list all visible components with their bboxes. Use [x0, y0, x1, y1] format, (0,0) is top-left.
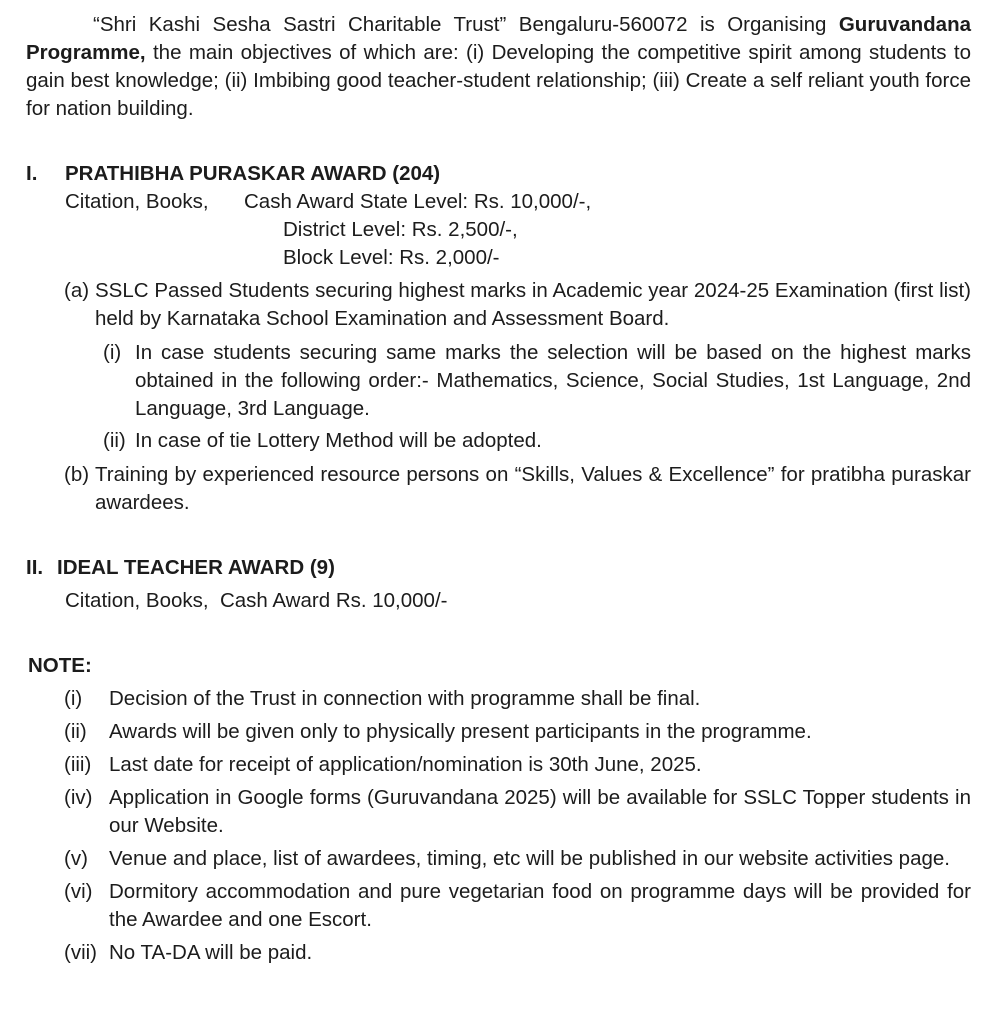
note-label: (ii)	[64, 720, 87, 743]
section-1-cash-district: District Level: Rs. 2,500/-,	[283, 218, 518, 241]
intro-programme-name: Guruvandana Programme,	[26, 13, 971, 64]
section-1-cash-state: Cash Award State Level: Rs. 10,000/-,	[244, 190, 592, 213]
item-a-text: SSLC Passed Students securing highest marks in Academic year 2024-25 Examination (first list) held by Karnataka School Examination and Assessment Board.	[95, 279, 971, 330]
subitem-i-text: In case students securing same marks the selection will be based on the highest marks obtained in the following order:- Mathematics, Science, Social Studies, 1st Language, 2nd Language, 3rd Language.	[135, 341, 971, 420]
subitem-ii-label: (ii)	[103, 429, 126, 452]
section-1-cash-block: Block Level: Rs. 2,000/-	[283, 246, 500, 269]
section-1-subitem-ii	[103, 427, 971, 455]
section-1-heading	[26, 160, 971, 188]
intro-paragraph	[26, 11, 971, 123]
note-label: (vi)	[64, 880, 93, 903]
note-item	[64, 878, 971, 934]
intro-objectives: the main objectives of which are: (i) Developing the competitive spirit among students to gain best knowledge; (ii) Imbibing good teacher-student relationship; (iii) Create a self reliant youth force for nation building.	[26, 41, 971, 120]
note-text: Decision of the Trust in connection with programme shall be final.	[109, 687, 701, 710]
note-item	[64, 845, 971, 873]
section-1-title: PRATHIBHA PURASKAR AWARD (204)	[65, 162, 441, 185]
item-b-text: Training by experienced resource persons on “Skills, Values & Excellence” for pratibha puraskar awardees.	[95, 463, 971, 514]
note-text: Dormitory accommodation and pure vegetarian food on programme days will be provided for the Awardee and one Escort.	[109, 880, 971, 931]
note-label: (v)	[64, 847, 88, 870]
section-1-award-prefix: Citation, Books,	[65, 190, 209, 213]
note-label: (iii)	[64, 753, 92, 776]
note-item	[64, 939, 971, 967]
subitem-i-label: (i)	[103, 341, 122, 364]
note-text: Venue and place, list of awardees, timing, etc will be published in our website activities page.	[109, 847, 950, 870]
section-2-body: Citation, Books, Cash Award Rs. 10,000/-	[65, 589, 448, 612]
section-2-number: II.	[26, 556, 44, 579]
note-item	[64, 718, 971, 746]
intro-org: “Shri Kashi Sesha Sastri Charitable Trust” Bengaluru-560072 is Organising	[93, 13, 827, 36]
section-1-district-line	[65, 216, 971, 244]
note-text: Last date for receipt of application/nomination is 30th June, 2025.	[109, 753, 702, 776]
note-text: Application in Google forms (Guruvandana 2025) will be available for SSLC Topper students in our Website.	[109, 786, 971, 837]
note-item	[64, 751, 971, 779]
section-1-award-line	[65, 188, 971, 216]
section-1-number: I.	[26, 162, 38, 185]
section-2-heading	[26, 554, 971, 582]
note-text: No TA-DA will be paid.	[109, 941, 313, 964]
item-a-label: (a)	[64, 279, 90, 302]
note-label: (iv)	[64, 786, 93, 809]
note-item	[64, 685, 971, 713]
section-1-subitem-i	[103, 339, 971, 423]
subitem-ii-text: In case of tie Lottery Method will be adopted.	[135, 429, 542, 452]
note-heading: NOTE:	[28, 654, 92, 677]
section-1-block-line	[65, 244, 971, 272]
section-1-item-b	[64, 461, 971, 517]
section-2-title: IDEAL TEACHER AWARD (9)	[57, 556, 335, 579]
note-item	[64, 784, 971, 840]
note-label: (i)	[64, 687, 83, 710]
note-label: (vii)	[64, 941, 98, 964]
item-b-label: (b)	[64, 463, 90, 486]
note-text: Awards will be given only to physically present participants in the programme.	[109, 720, 812, 743]
section-1-item-a	[64, 277, 971, 333]
